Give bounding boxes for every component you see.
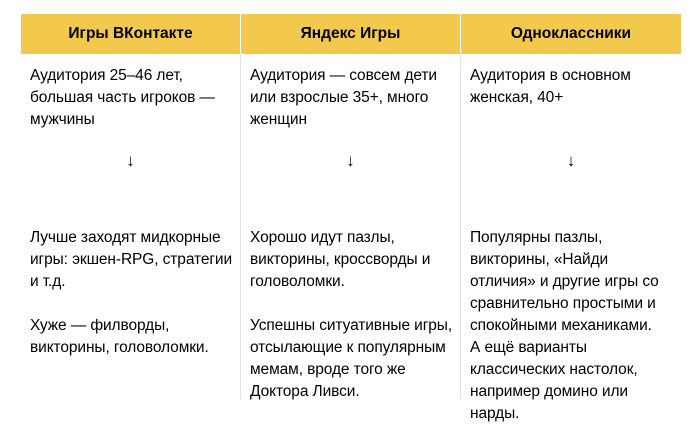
details-text: Хорошо идут пазлы, викторины, кроссворды и головоломки. — [250, 229, 431, 290]
audience-text: Аудитория — совсем дети или взрослые 35+, много женщин — [250, 67, 437, 128]
audience-text: Аудитория в основном женская, 40+ — [470, 67, 631, 106]
details-block — [250, 227, 454, 403]
header-yandex-games: Яндекс Игры — [241, 14, 461, 54]
column-yandex-games — [241, 54, 461, 399]
arrow-down-icon: ↓ — [566, 151, 576, 170]
details-block — [470, 227, 675, 425]
header-vk-games: Игры ВКонтакте — [21, 14, 241, 54]
comparison-table — [21, 14, 681, 422]
audience-block — [470, 65, 675, 109]
details-block — [30, 227, 234, 359]
audience-text: Аудитория 25–46 лет, большая часть игроков — мужчины — [30, 67, 215, 128]
details-text: Успешны ситуативные игры, отсылающие к популярным мемам, вроде того же Доктора Ливси. — [250, 317, 453, 400]
arrow-down-icon: ↓ — [126, 151, 135, 170]
details-text: Популярны пазлы, викторины, «Найди отличия» и другие игры со сравнительно простыми и спокойными механиками. — [470, 229, 659, 334]
header-odnoklassniki: Одноклассники — [510, 25, 632, 42]
audience-block — [250, 65, 454, 131]
column-vk-games — [21, 54, 241, 399]
audience-block — [30, 65, 234, 131]
arrow-down-icon: ↓ — [346, 151, 355, 170]
column-odnoklassniki — [461, 54, 681, 422]
details-text: А ещё варианты классических настолок, например домино или нарды. — [470, 339, 638, 422]
body-row — [21, 54, 681, 422]
header-row — [21, 14, 681, 54]
details-text: Хуже — филворды, викторины, головоломки. — [30, 317, 209, 356]
details-text: Лучше заходят мидкорные игры: экшен-RPG, стратегии и т.д. — [30, 229, 233, 290]
